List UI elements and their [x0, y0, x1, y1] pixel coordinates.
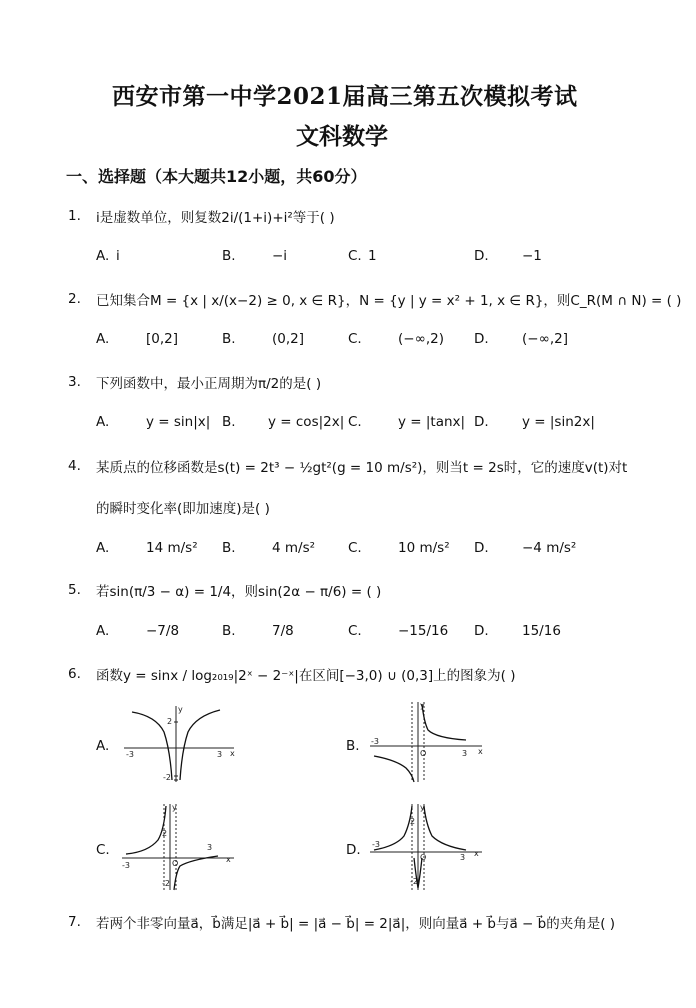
question-number: 5.	[68, 582, 81, 598]
option-label: A.	[96, 540, 110, 556]
option-value: y = cos|2x|	[268, 414, 345, 430]
question-text: 若两个非零向量a⃗，b⃗满足|a⃗ + b⃗| = |a⃗ − b⃗| = 2|a⃗|，则向量a⃗ + b⃗与a⃗ − b⃗的夹角是( )	[96, 916, 616, 932]
option-label: D.	[474, 414, 489, 430]
option-label: B.	[222, 331, 236, 347]
x-axis-label: x	[478, 747, 483, 756]
tick-label: 3	[217, 750, 223, 759]
question-number: 3.	[68, 374, 81, 390]
option-label: A.	[96, 623, 110, 639]
tick-label: 2	[162, 829, 168, 838]
option-value: (0,2]	[272, 331, 305, 347]
y-axis-label: y	[420, 701, 425, 710]
option-label: D.	[474, 331, 489, 347]
option-label: A.	[96, 248, 110, 264]
x-axis-label: x	[474, 849, 479, 858]
option-value: 1	[368, 248, 377, 264]
option-label: A.	[96, 414, 110, 430]
option-value: −7/8	[146, 623, 180, 639]
tick-label: 2	[167, 717, 173, 726]
y-axis-label: y	[172, 803, 177, 812]
option-label: D.	[474, 623, 489, 639]
option-value: −i	[272, 248, 288, 264]
tick-label: -3	[126, 750, 134, 759]
option-value: 15/16	[522, 623, 561, 639]
option-value: −15/16	[398, 623, 449, 639]
option-label: C.	[348, 414, 362, 430]
option-label: D.	[474, 248, 489, 264]
graph-option-a	[118, 702, 238, 784]
x-axis-label: x	[226, 855, 231, 864]
option-value: (−∞,2]	[522, 331, 568, 347]
option-value: 4 m/s²	[272, 540, 316, 556]
option-value: 10 m/s²	[398, 540, 450, 556]
tick-label: 3	[207, 843, 213, 852]
tick-label: -2	[163, 773, 171, 782]
origin-label: O	[420, 853, 427, 862]
origin-label: O	[420, 749, 427, 758]
option-label: A.	[96, 331, 110, 347]
option-value: y = sin|x|	[146, 414, 211, 430]
option-label: C.	[348, 540, 362, 556]
option-value: −1	[522, 248, 542, 264]
option-label: C.	[348, 331, 362, 347]
graph-option-b	[366, 698, 486, 784]
tick-label: 3	[462, 749, 468, 758]
question-number: 4.	[68, 458, 81, 474]
question-text-continued: 的瞬时变化率(即加速度)是( )	[96, 501, 270, 517]
option-value: y = |sin2x|	[522, 414, 595, 430]
graph-option-c	[118, 800, 238, 892]
exam-title: 西安市第一中学2021届高三第五次模拟考试	[112, 83, 578, 110]
option-label: C.	[96, 842, 110, 858]
option-label: D.	[346, 842, 361, 858]
question-text: 函数y = sinx / log₂₀₁₉|2ˣ − 2⁻ˣ|在区间[−3,0) ∪ (0,3]上的图象为( )	[96, 668, 516, 684]
y-axis-label: y	[178, 705, 183, 714]
tick-label: -3	[122, 861, 130, 870]
origin-label: O	[172, 859, 179, 868]
x-axis-label: x	[230, 749, 235, 758]
option-value: [0,2]	[146, 331, 179, 347]
option-value: (−∞,2)	[398, 331, 444, 347]
option-label: B.	[222, 623, 236, 639]
graph-option-d	[366, 800, 486, 892]
question-text: 下列函数中，最小正周期为π/2的是( )	[96, 376, 322, 392]
question-number: 2.	[68, 291, 81, 307]
option-value: y = |tanx|	[398, 414, 466, 430]
question-text: 若sin(π/3 − α) = 1/4，则sin(2α − π/6) = ( )	[96, 584, 382, 600]
question-number: 1.	[68, 208, 81, 224]
option-value: 7/8	[272, 623, 294, 639]
option-value: i	[116, 248, 120, 264]
tick-label: -3	[371, 737, 379, 746]
tick-label: 2	[410, 817, 416, 826]
option-label: B.	[346, 738, 360, 754]
question-text: i是虚数单位，则复数2i/(1+i)+i²等于( )	[96, 210, 335, 226]
question-number: 7.	[68, 914, 81, 930]
option-label: A.	[96, 738, 110, 754]
option-label: C.	[348, 623, 362, 639]
option-value: −4 m/s²	[522, 540, 577, 556]
option-label: D.	[474, 540, 489, 556]
option-label: B.	[222, 248, 236, 264]
option-label: C.	[348, 248, 362, 264]
y-axis-label: y	[420, 803, 425, 812]
tick-label: -2	[162, 879, 170, 888]
question-text: 某质点的位移函数是s(t) = 2t³ − ½gt²(g = 10 m/s²)，则当t = 2s时，它的速度v(t)对t	[96, 460, 628, 476]
option-label: B.	[222, 414, 236, 430]
option-label: B.	[222, 540, 236, 556]
tick-label: -2	[410, 877, 418, 886]
exam-subtitle: 文科数学	[296, 123, 388, 150]
option-value: 14 m/s²	[146, 540, 198, 556]
tick-label: 3	[460, 853, 466, 862]
question-number: 6.	[68, 666, 81, 682]
section-heading: 一、选择题（本大题共12小题，共60分）	[66, 167, 367, 186]
question-text: 已知集合M = {x | x/(x−2) ≥ 0, x ∈ R}，N = {y | y = x² + 1, x ∈ R}，则C_R(M ∩ N) = ( )	[96, 293, 682, 309]
tick-label: -3	[372, 840, 380, 849]
